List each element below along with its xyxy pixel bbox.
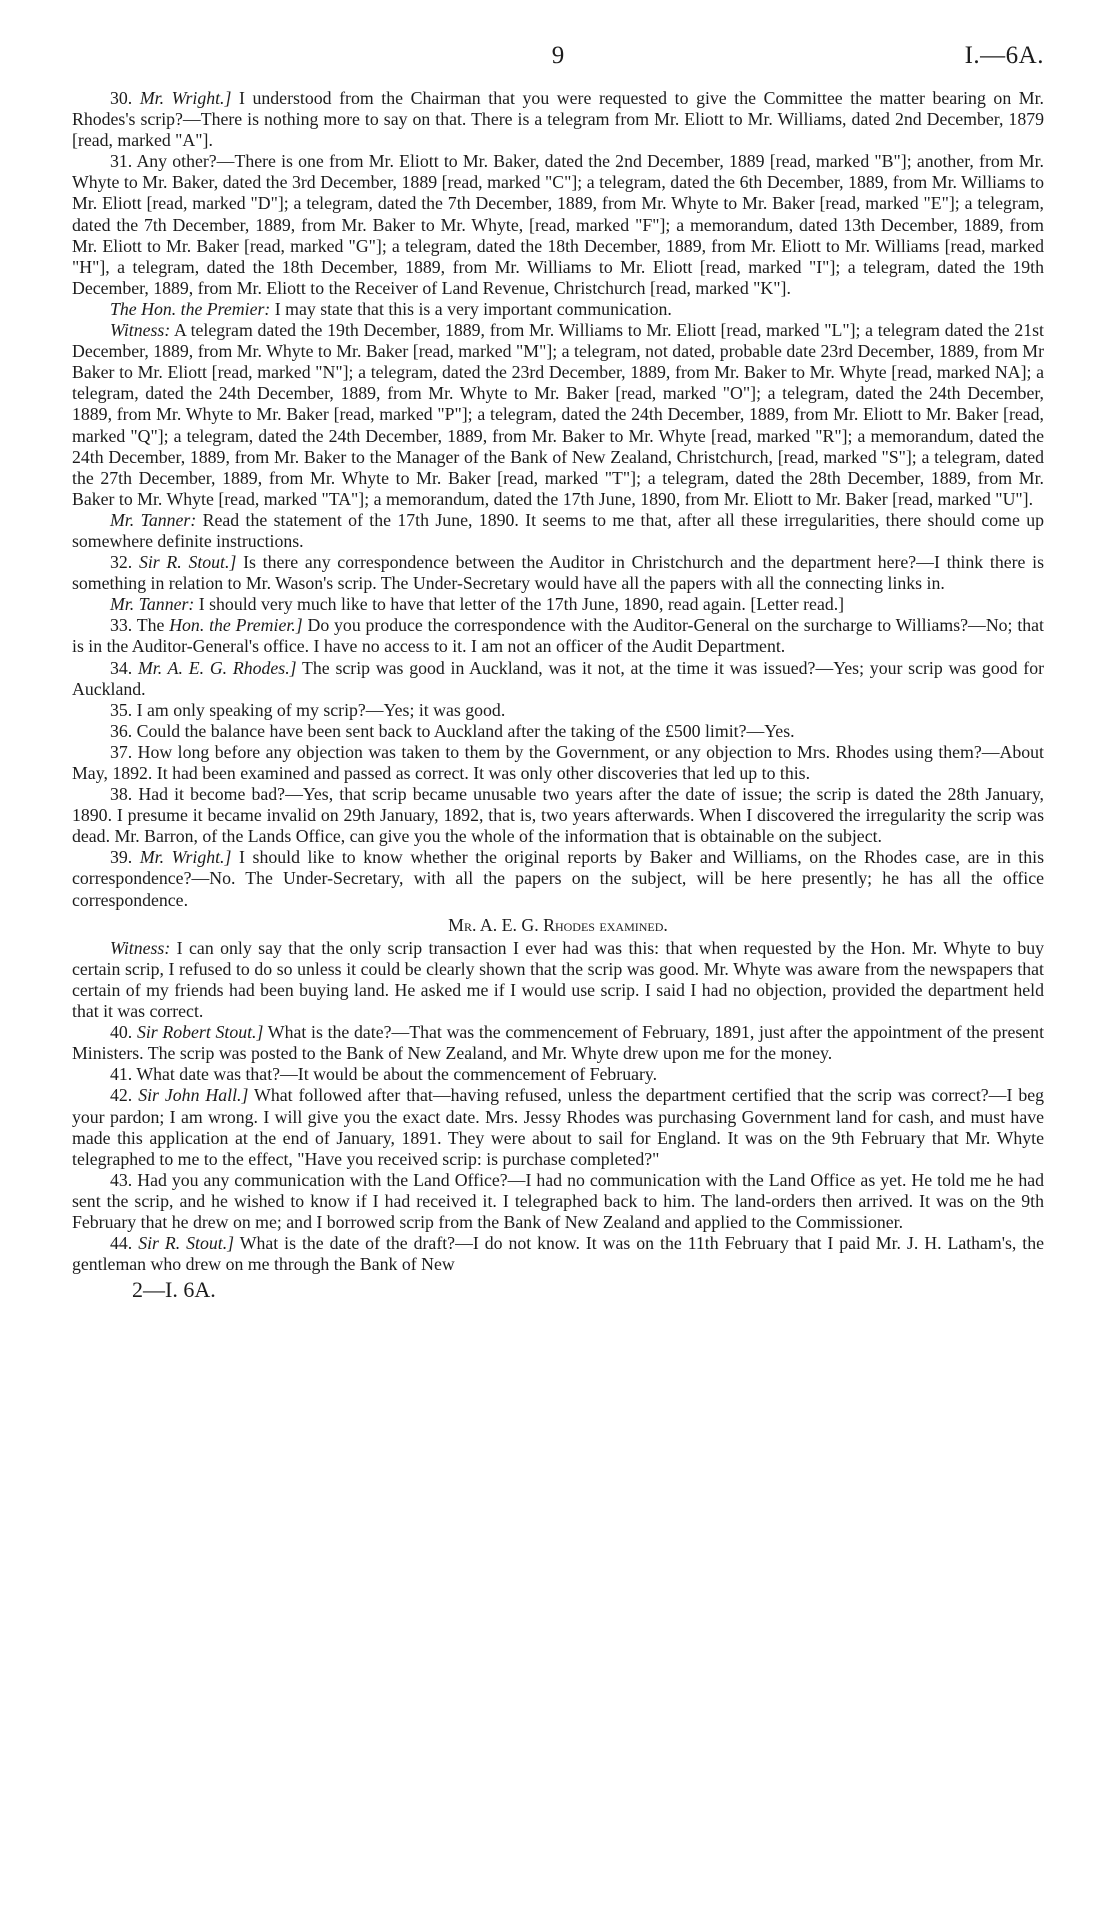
paragraph: 36. Could the balance have been sent back to Auckland after the taking of the £500 limit?—Yes. xyxy=(110,720,795,741)
speaker-name: Mr. Wright.] xyxy=(139,847,232,868)
speaker-name: Mr. Wright.] xyxy=(139,88,232,108)
paragraph: 43. Had you any communication with the Land Office?—I had no communication with the Land Office as yet. He told me he had sent the scrip, and he wished to know if I had received it. I telegraphed back to him. The land-orders then arrived. It was on the 9th February that he drew on me; and I borrowed scrip from the Bank of New Zealand and applied to the Commissioner. xyxy=(72,1169,1045,1232)
speaker-name: Hon. the Premier.] xyxy=(169,615,303,636)
speaker-name: Sir R. Stout.] xyxy=(138,1233,235,1254)
speaker-name: Mr. Tanner: xyxy=(110,509,197,530)
paragraph: Witness: A telegram dated the 19th December, 1889, from Mr. Williams to Mr. Eliott [read, marked "L"]; a telegram dated the 21st December, 1889, from Mr. Whyte to Mr. Baker [read, marked "M"]; a telegram, not dated, probable date 23rd December, 1889, from Mr Baker to Mr. Eliott [read, marked "N"]; a telegram, dated the 23rd December, 1889, from Mr. Baker to Mr. Whyte [read, marked NA]; a telegram, dated the 24th December, 1889, from Mr. Whyte to Mr. Baker [read, marked "O"]; a telegram, dated the 24th December, 1889, from Mr. Whyte to Mr. Baker [read, marked "P"]; a telegram, dated the 24th December, 1889, from Mr. Eliott to Mr. Baker [read, marked "Q"]; a telegram, dated the 24th December, 1889, from Mr. Baker to Mr. Whyte [read, marked "R"]; a memorandum, dated the 24th December, 1889, from Mr. Baker to the Manager of the Bank of New Zealand, Christchurch, [read, marked "S"]; a telegram, dated the 27th December, 1889, from Mr. Whyte to Mr. Baker [read, marked "T"]; a telegram, dated the 28th December, 1889, from Mr. Baker to Mr. Whyte [read, marked "TA"]; a memorandum, dated the 17th June, 1890, from Mr. Eliott to Mr. Baker [read, marked "U"]. xyxy=(72,320,1044,509)
speaker-name: Mr. Tanner: xyxy=(110,594,195,615)
speaker-name: Sir R. Stout.] xyxy=(138,552,237,573)
paragraph: 33. The Hon. the Premier.] Do you produce the correspondence with the Auditor-General on the surcharge to Williams?—No; that is in the Auditor-General's office. I have no access to it. I am not an officer of the Audit Department. xyxy=(72,615,1044,657)
speaker-name: Mr. A. E. G. Rhodes.] xyxy=(138,657,297,678)
speaker-name: Witness: xyxy=(110,937,171,958)
document-page xyxy=(72,42,1044,1303)
speaker-name: Sir Robert Stout.] xyxy=(136,1022,264,1043)
signature-mark: 2—I. 6A. xyxy=(132,1277,216,1303)
paragraph: 39. Mr. Wright.] I should like to know whether the original reports by Baker and Williams, on the Rhodes case, are in this correspondence?—No. The Under-Secretary, with all the papers on the subject, will be here presently; he has all the office correspondence. xyxy=(72,847,1045,910)
page-header xyxy=(72,42,1044,88)
page-number: 9 xyxy=(551,42,565,69)
paragraph: 44. Sir R. Stout.] What is the date of the draft?—I do not know. It was on the 11th February that I paid Mr. J. H. Latham's, the gentleman who drew on me through the Bank of New xyxy=(72,1233,1045,1275)
paragraph: 40. Sir Robert Stout.] What is the date?—That was the commencement of February, 1891, just after the appointment of the present Ministers. The scrip was posted to the Bank of New Zealand, and Mr. Whyte drew upon me for the money. xyxy=(72,1022,1045,1064)
paragraph: 37. How long before any objection was taken to them by the Government, or any objection to Mrs. Rhodes using them?—About May, 1892. It had been examined and passed as correct. It was only other discoveries that led up to this. xyxy=(72,741,1045,783)
paragraph: The Hon. the Premier: I may state that this is a very important communication. xyxy=(110,298,672,319)
paragraph: Mr. Tanner: I should very much like to have that letter of the 17th June, 1890, read again. [Letter read.] xyxy=(110,594,845,615)
paragraph: 32. Sir R. Stout.] Is there any correspondence between the Auditor in Christchurch and the department here?—I think there is something in relation to Mr. Wason's scrip. The Under-Secretary would have all the papers with all the connecting links in. xyxy=(72,552,1044,594)
paragraph: 34. Mr. A. E. G. Rhodes.] The scrip was good in Auckland, was it not, at the time it was issued?—Yes; your scrip was good for Auckland. xyxy=(72,657,1044,699)
document-reference: I.—6A. xyxy=(964,42,1044,69)
paragraph: Witness: I can only say that the only scrip transaction I ever had was this: that when requested by the Hon. Mr. Whyte to buy certain scrip, I refused to do so unless it could be clearly shown that the scrip was good. Mr. Whyte was aware from the newspapers that certain of my friends had been buying land. He asked me if I would use scrip. I said I had no objection, provided the department held that it was correct. xyxy=(72,937,1044,1022)
paragraph: 42. Sir John Hall.] What followed after that—having refused, unless the department certified that the scrip was correct?—I beg your pardon; I am wrong. I will give you the exact date. Mrs. Jessy Rhodes was purchasing Government land for cash, and must have made this application at the end of January, 1891. They were about to sail for England. It was on the 9th February that Mr. Whyte telegraphed to me to the effect, "Have you received scrip: is purchase completed?" xyxy=(72,1085,1044,1169)
body-text xyxy=(72,88,1044,1275)
speaker-name: Witness: xyxy=(110,320,171,341)
speaker-name: Sir John Hall.] xyxy=(138,1085,249,1106)
paragraph: 30. Mr. Wright.] I understood from the Chairman that you were requested to give the Committee the matter bearing on Mr. Rhodes's scrip?—There is nothing more to say on that. There is a telegram from Mr. Eliott to Mr. Williams, dated 2nd December, 1879 [read, marked "A"]. xyxy=(72,88,1044,151)
section-heading: Mr. A. E. G. Rhodes examined. xyxy=(448,914,668,935)
paragraph: 41. What date was that?—It would be about the commencement of February. xyxy=(110,1064,658,1085)
paragraph: Mr. Tanner: Read the statement of the 17th June, 1890. It seems to me that, after all these irregularities, there should come up somewhere definite instructions. xyxy=(72,509,1045,551)
speaker-name: The Hon. the Premier: xyxy=(110,298,271,319)
paragraph: 31. Any other?—There is one from Mr. Eliott to Mr. Baker, dated the 2nd December, 1889 [read, marked "B"]; another, from Mr. Whyte to Mr. Baker, dated the 3rd December, 1889 [read, marked "C"]; a telegram, dated the 6th December, 1889, from Mr. Williams to Mr. Eliott [read, marked "D"]; a telegram, dated the 7th December, 1889, from Mr. Whyte to Mr. Baker [read, marked "E"]; a telegram, dated the 7th December, 1889, from Mr. Baker to Mr. Whyte, [read, marked "F"]; a memorandum, dated 13th December, 1889, from Mr. Eliott to Mr. Baker [read, marked "G"]; a telegram, dated the 18th December, 1889, from Mr. Eliott to Mr. Williams [read, marked "H"], a telegram, dated the 18th December, 1889, from Mr. Williams to Mr. Eliott [read, marked "I"]; a telegram, dated the 19th December, 1889, from Mr. Eliott to the Receiver of Land Revenue, Christchurch [read, marked "K"]. xyxy=(72,151,1044,298)
paragraph: 35. I am only speaking of my scrip?—Yes; it was good. xyxy=(110,699,506,720)
paragraph: 38. Had it become bad?—Yes, that scrip became unusable two years after the date of issue; the scrip is dated the 28th January, 1890. I presume it became invalid on 29th January, 1892, that is, two years afterwards. When I discovered the irregularity the scrip was dead. Mr. Barron, of the Lands Office, can give you the whole of the information that is obtainable on the subject. xyxy=(72,784,1044,847)
